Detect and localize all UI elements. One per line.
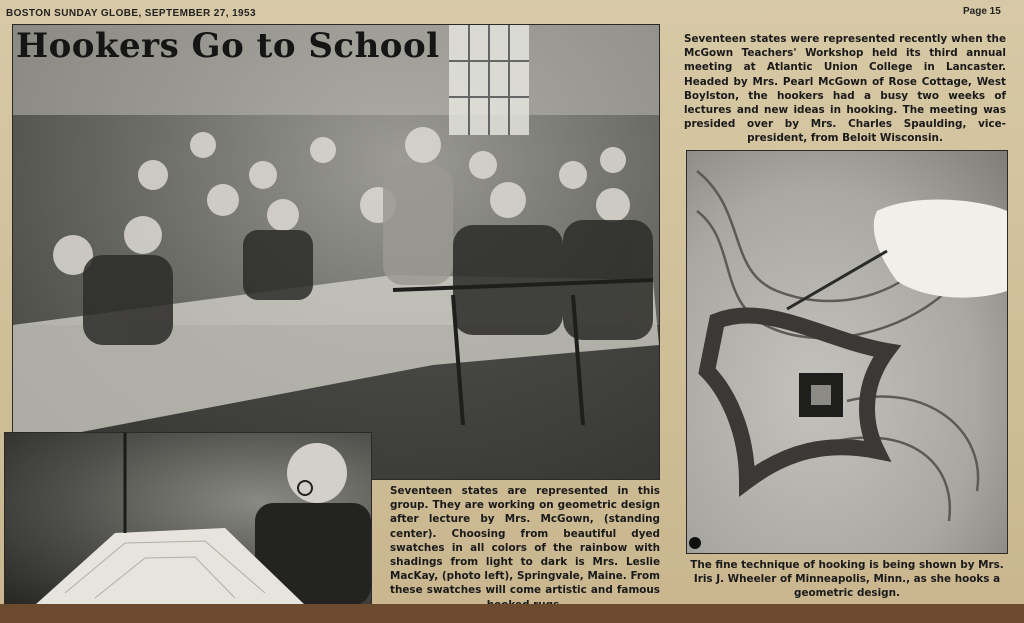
hooking-technique-photo [686, 150, 1008, 554]
inset-photo-swatches [4, 432, 372, 606]
group-photo [12, 24, 660, 480]
backing-board-edge [0, 604, 1024, 623]
headline: Hookers Go to School [16, 26, 440, 66]
newspaper-masthead-line: BOSTON SUNDAY GLOBE, SEPTEMBER 27, 1953 [6, 8, 256, 19]
article-intro-caption: Seventeen states were represented recently when the McGown Teachers' Workshop held its third annual meeting at Atlantic Union College in Lancaster. Headed by Mrs. Pearl McGown of Rose Cottage, West Boylston, the hookers had a busy two weeks of lectures and new ideas in hooking. The meeting was presided over by Mrs. Charles Spaulding, vice-president, from Beloit Wisconsin. [684, 33, 1006, 145]
technique-photo-caption: The fine technique of hooking is being shown by Mrs. Iris J. Wheeler of Minneapolis, Minn., as she hooks a geometric design. [690, 559, 1004, 600]
group-photo-caption: Seventeen states are represented in this group. They are working on geometric design after lecture by Mrs. McGown, (standing center). Choosing from beautiful dyed swatches in all colors of the rainbow with shadings from light to dark is Mrs. Leslie MacKay, (photo left), Springvale, Maine. From these swatches will come artistic and famous [390, 485, 660, 597]
page-number: Page 15 [963, 6, 1001, 17]
